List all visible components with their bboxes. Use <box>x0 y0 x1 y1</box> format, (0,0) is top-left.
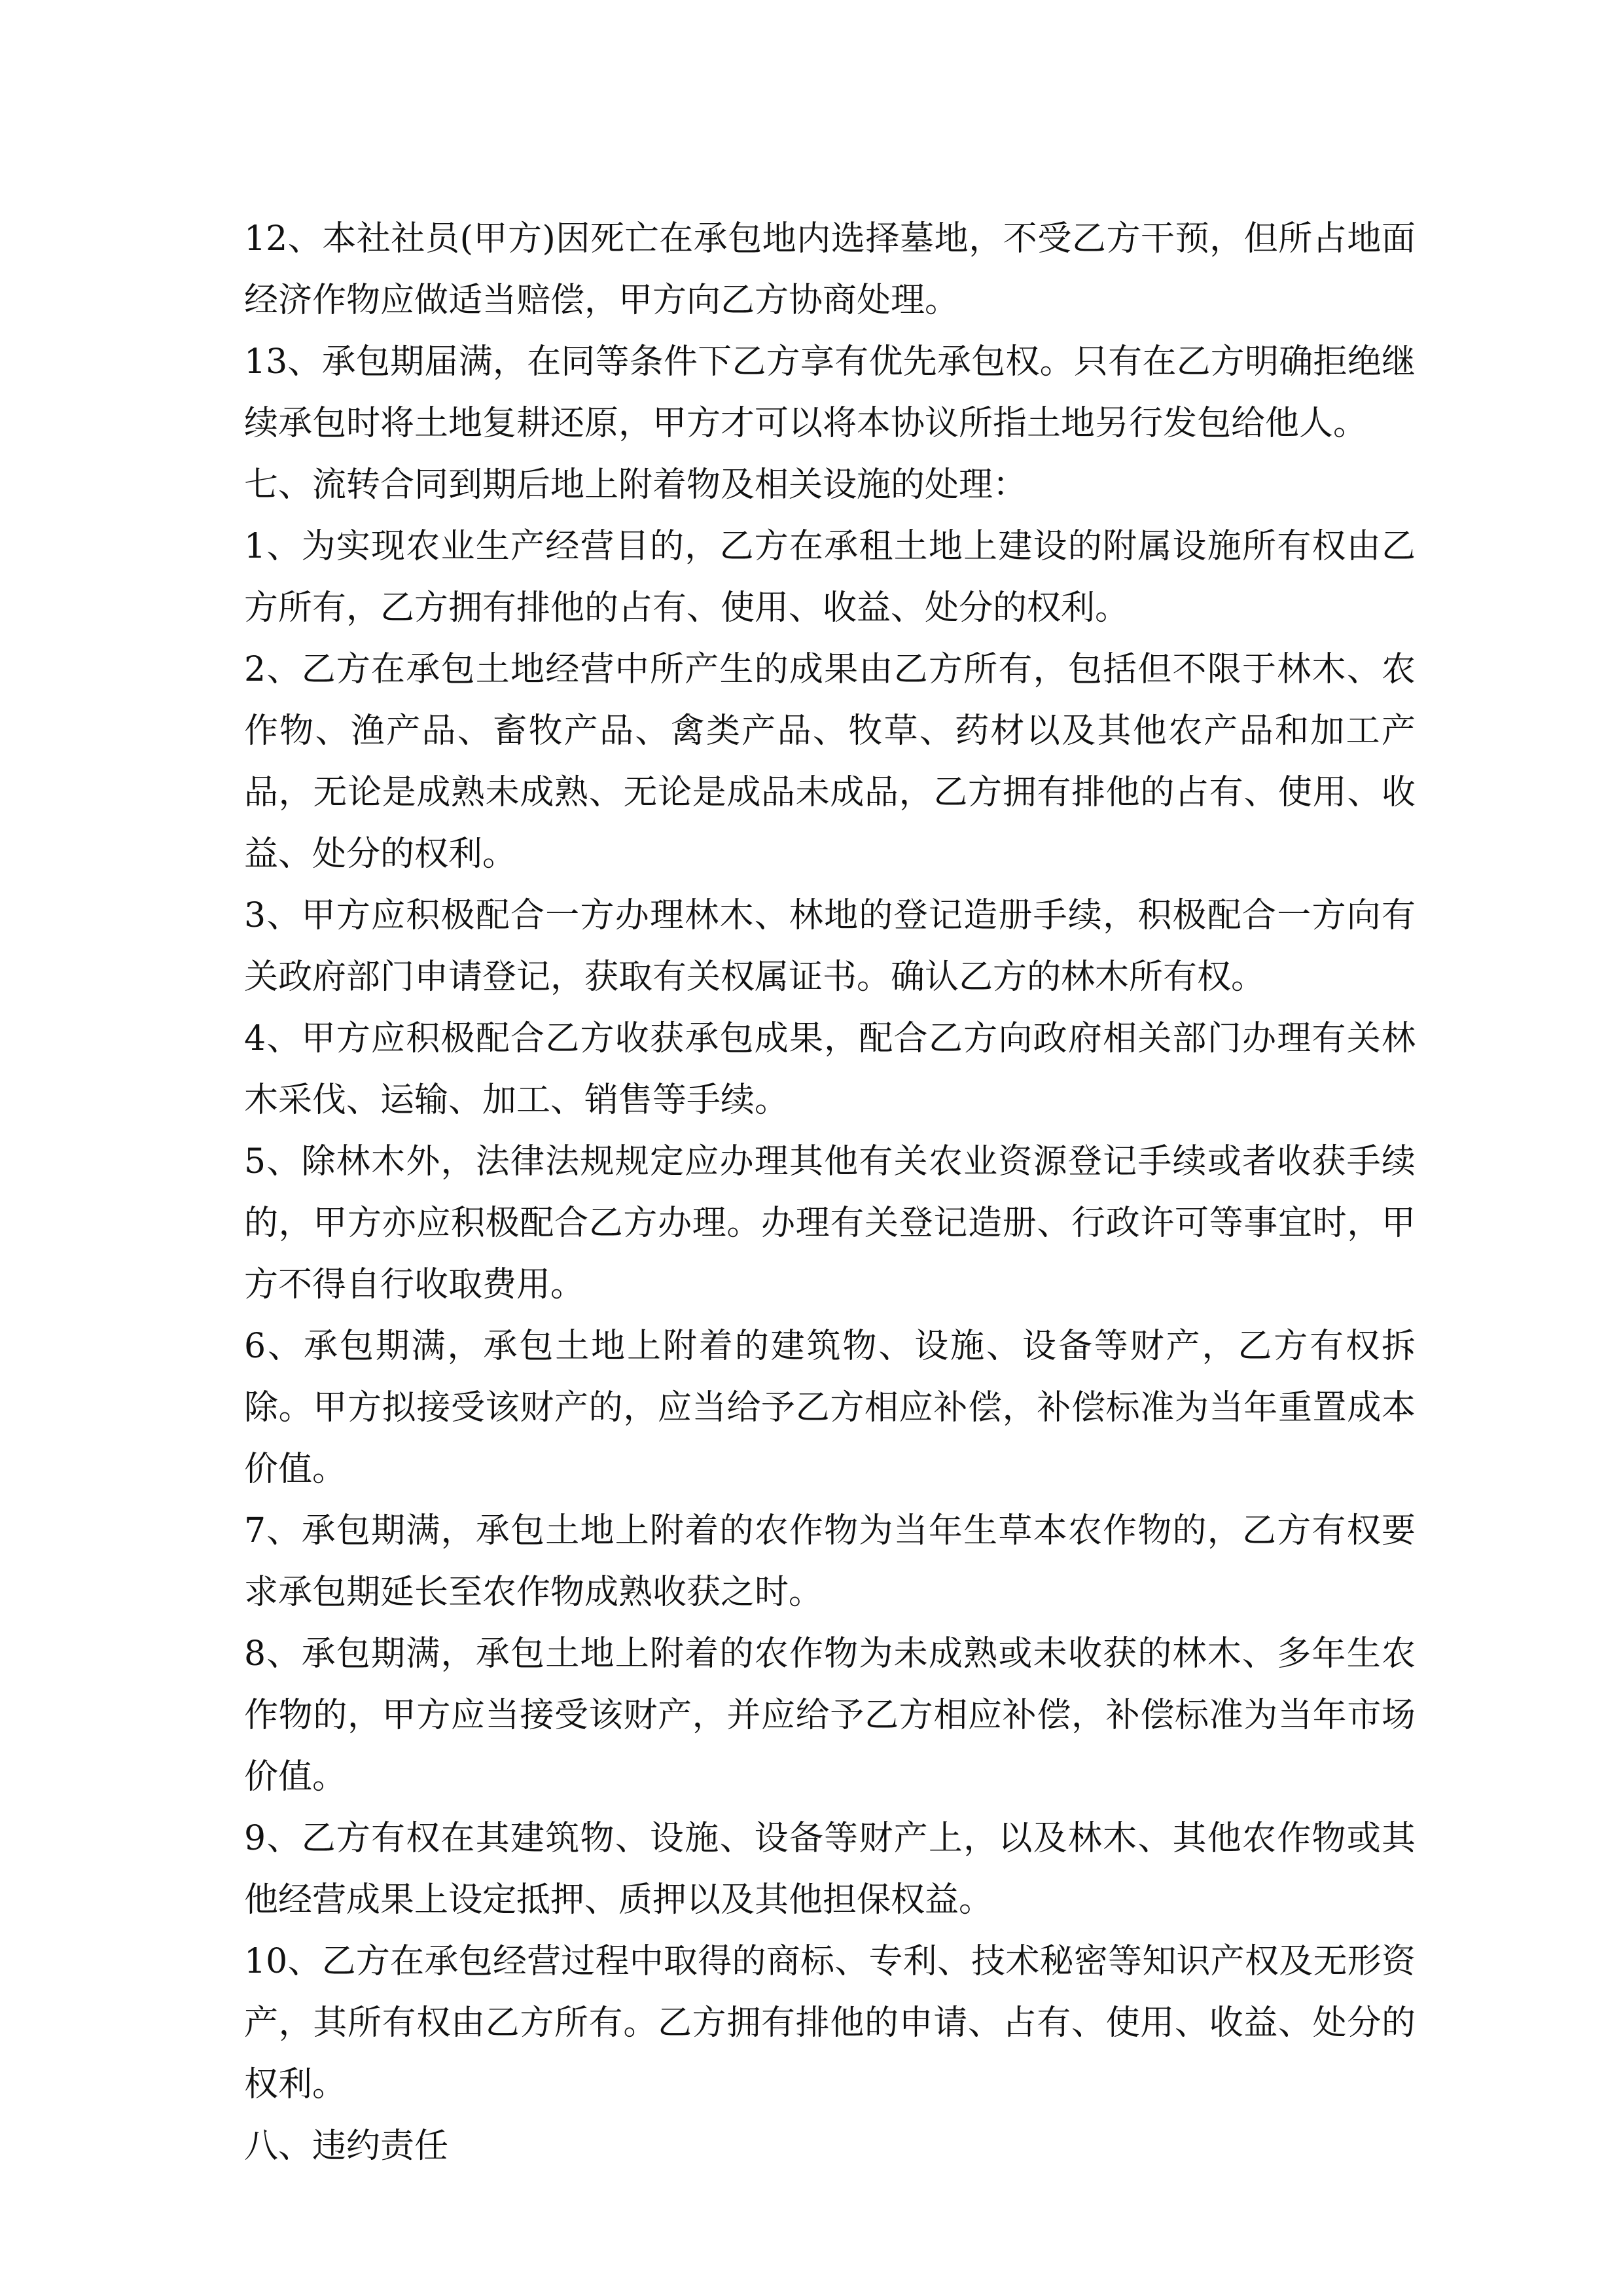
section-heading-8: 八、违约责任 <box>244 2126 449 2166</box>
section-7-clause-10: 10、乙方在承包经营过程中取得的商标、专利、技术秘密等知识产权及无形资产，其所有权由乙方所有。乙方拥有排他的申请、占有、使用、收益、处分的权利。 <box>244 1942 1416 2104</box>
section-7-clause-9: 9、乙方有权在其建筑物、设施、设备等财产上，以及林木、其他农作物或其他经营成果上设定抵押、质押以及其他担保权益。 <box>244 1819 1416 1920</box>
section-7-clause-7: 7、承包期满，承包土地上附着的农作物为当年生草本农作物的，乙方有权要求承包期延长至农作物成熟收获之时。 <box>244 1511 1416 1612</box>
clause-13: 13、承包期届满，在同等条件下乙方享有优先承包权。只有在乙方明确拒绝继续承包时将土地复耕还原，甲方才可以将本协议所指土地另行发包给他人。 <box>244 342 1416 443</box>
section-7-clause-2: 2、乙方在承包土地经营中所产生的成果由乙方所有，包括但不限于林木、农作物、渔产品、畜牧产品、禽类产品、牧草、药材以及其他农产品和加工产品，无论是成熟未成熟、无论是成品未成品，乙方拥有排他的占有、使用、收益、处分的权利。 <box>244 650 1416 874</box>
document-body <box>244 208 1416 2177</box>
section-7-clause-3: 3、甲方应积极配合一方办理林木、林地的登记造册手续，积极配合一方向有关政府部门申请登记，获取有关权属证书。确认乙方的林木所有权。 <box>244 896 1416 997</box>
section-heading-7: 七、流转合同到期后地上附着物及相关设施的处理： <box>244 465 1027 505</box>
section-7-clause-4: 4、甲方应积极配合乙方收获承包成果，配合乙方向政府相关部门办理有关林木采伐、运输、加工、销售等手续。 <box>244 1019 1416 1120</box>
section-7-clause-8: 8、承包期满，承包土地上附着的农作物为未成熟或未收获的林木、多年生农作物的，甲方应当接受该财产，并应给予乙方相应补偿，补偿标准为当年市场价值。 <box>244 1634 1416 1797</box>
section-7-clause-5: 5、除林木外，法律法规规定应办理其他有关农业资源登记手续或者收获手续的，甲方亦应积极配合乙方办理。办理有关登记造册、行政许可等事宜时，甲方不得自行收取费用。 <box>244 1142 1416 1304</box>
section-7-clause-6: 6、承包期满，承包土地上附着的建筑物、设施、设备等财产，乙方有权拆除。甲方拟接受该财产的，应当给予乙方相应补偿，补偿标准为当年重置成本价值。 <box>244 1327 1416 1489</box>
clause-12: 12、本社社员(甲方)因死亡在承包地内选择墓地，不受乙方干预，但所占地面经济作物应做适当赔偿，甲方向乙方协商处理。 <box>244 219 1416 320</box>
section-7-clause-1: 1、为实现农业生产经营目的，乙方在承租土地上建设的附属设施所有权由乙方所有，乙方拥有排他的占有、使用、收益、处分的权利。 <box>244 527 1416 628</box>
